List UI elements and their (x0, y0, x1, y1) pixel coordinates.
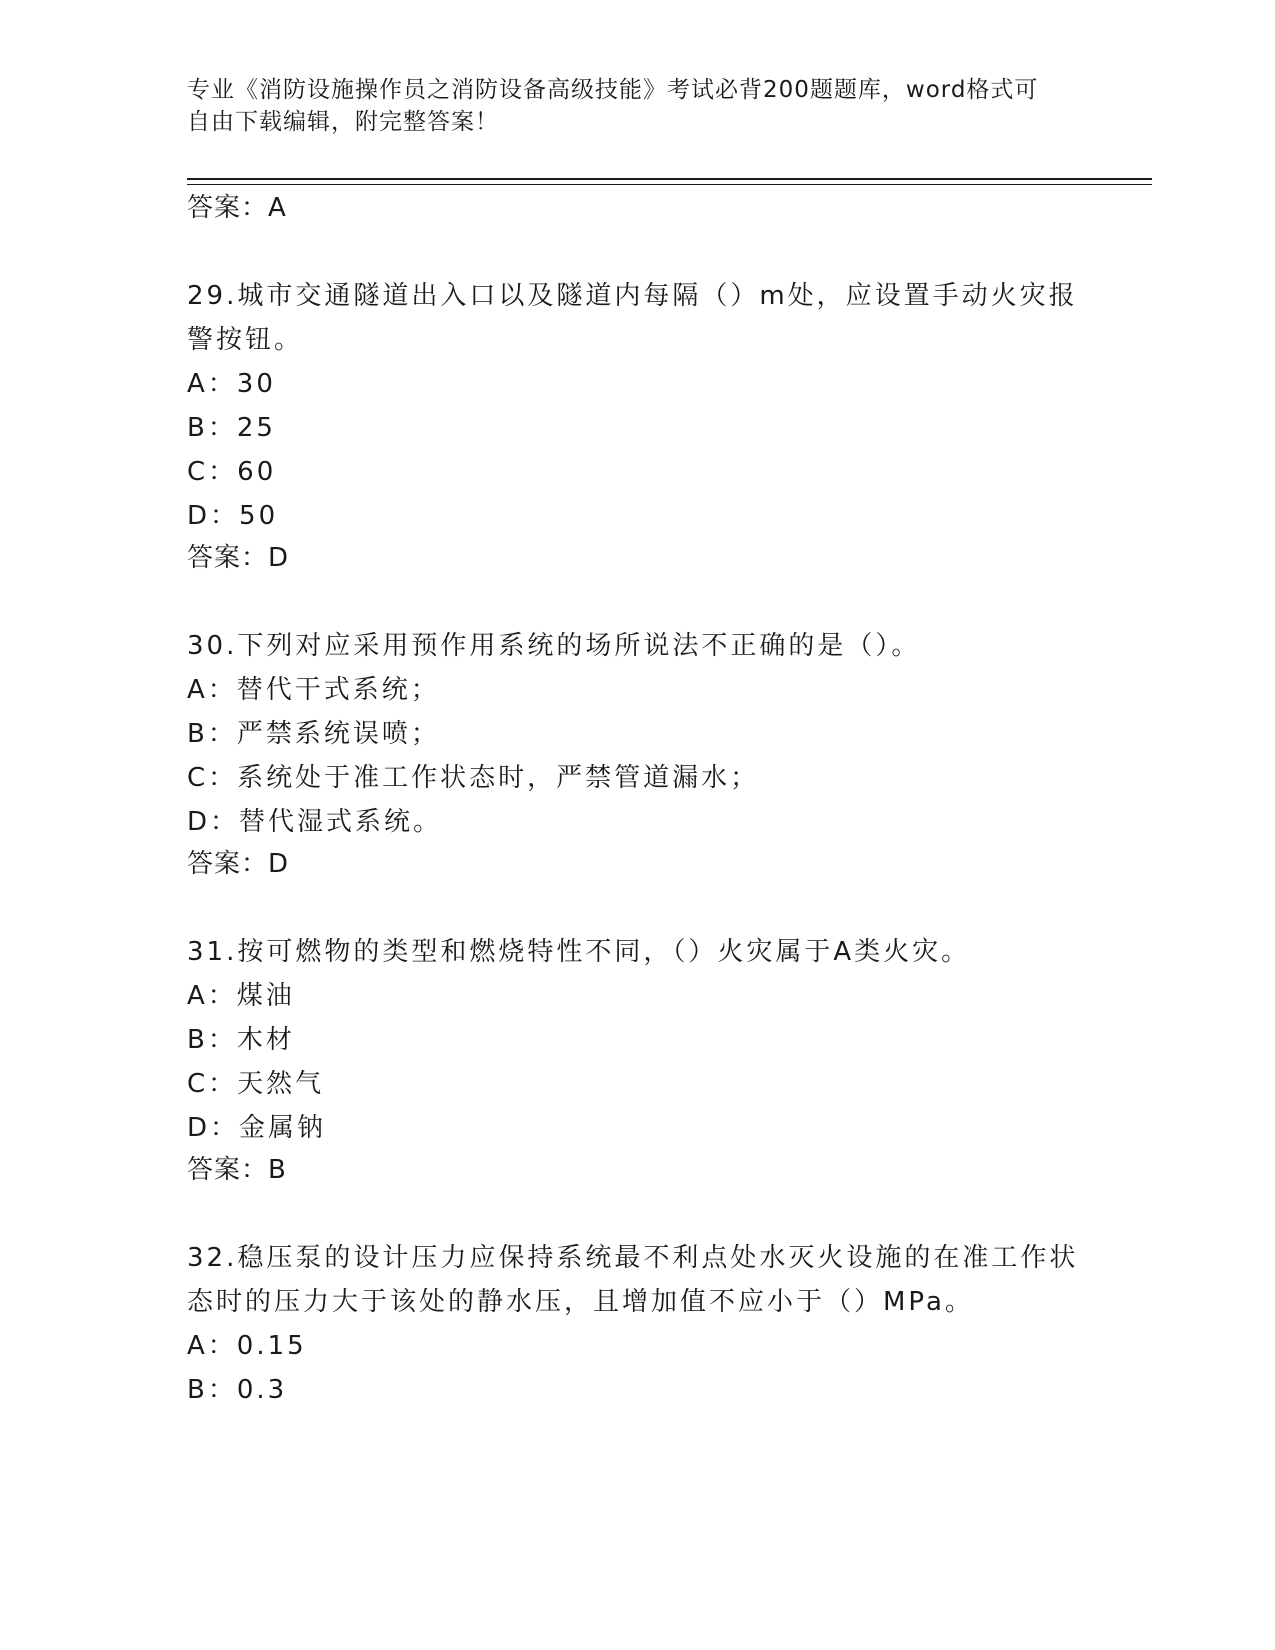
answer-30: 答案：D (187, 849, 290, 879)
question-32-stem-line-2: 态时的压力大于该处的静水压，且增加值不应小于（）MPa。 (187, 1287, 974, 1317)
question-30-stem-line-1: 30.下列对应采用预作用系统的场所说法不正确的是（）。 (187, 631, 921, 661)
question-30-option-b: B：严禁系统误喷； (187, 719, 440, 749)
document-header (187, 74, 1087, 138)
question-29-stem-line-2: 警按钮。 (187, 325, 304, 355)
question-29-option-d: D：50 (187, 501, 279, 531)
question-29-stem-line-1: 29.城市交通隧道出入口以及隧道内每隔（）m处，应设置手动火灾报 (187, 281, 1078, 311)
header-line-2: 自由下载编辑，附完整答案！ (187, 109, 499, 135)
question-29-option-b: B：25 (187, 413, 276, 443)
question-32-option-a: A：0.15 (187, 1331, 307, 1361)
answer-29: 答案：D (187, 543, 290, 573)
question-31-option-d: D：金属钠 (187, 1113, 327, 1143)
question-31-option-c: C：天然气 (187, 1069, 325, 1099)
question-29-option-a: A：30 (187, 369, 276, 399)
question-32-stem-line-1: 32.稳压泵的设计压力应保持系统最不利点处水灭火设施的在准工作状 (187, 1243, 1079, 1273)
question-29-option-c: C：60 (187, 457, 277, 487)
header-rule-thick (187, 178, 1152, 180)
question-32-option-b: B：0.3 (187, 1375, 288, 1405)
question-30-option-c: C：系统处于准工作状态时，严禁管道漏水； (187, 763, 760, 793)
question-30-option-a: A：替代干式系统； (187, 675, 440, 705)
header-line-1: 专业《消防设施操作员之消防设备高级技能》考试必背200题题库，word格式可 (187, 77, 1039, 103)
question-31-option-b: B：木材 (187, 1025, 295, 1055)
answer-28: 答案：A (187, 193, 287, 223)
header-rule-thin (187, 184, 1152, 185)
question-31-option-a: A：煤油 (187, 981, 295, 1011)
answer-31: 答案：B (187, 1155, 287, 1185)
question-31-stem-line-1: 31.按可燃物的类型和燃烧特性不同，（）火灾属于A类火灾。 (187, 937, 971, 967)
question-30-option-d: D：替代湿式系统。 (187, 807, 443, 837)
